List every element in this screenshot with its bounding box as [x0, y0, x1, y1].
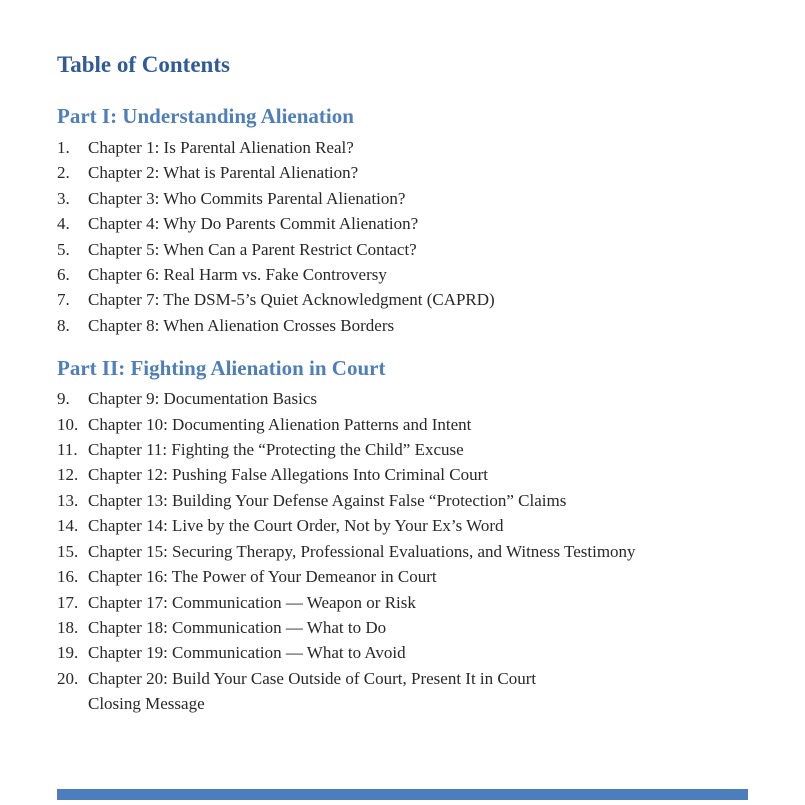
toc-item-number: 16. — [57, 567, 79, 587]
toc-item-chapter-20 — [57, 666, 748, 691]
toc-section-part-1 — [57, 104, 748, 338]
toc-item-number: 13. — [57, 490, 79, 510]
toc-item-label: Chapter 1: Is Parental Alienation Real? — [88, 138, 354, 157]
toc-item-label: Chapter 7: The DSM-5’s Quiet Acknowledgment (CAPRD) — [88, 290, 495, 310]
toc-item-label: Chapter 6: Real Harm vs. Fake Controversy — [88, 265, 387, 285]
next-page-edge-bar — [57, 789, 748, 800]
toc-item-number: 12. — [57, 465, 79, 485]
toc-item-number: 18. — [57, 617, 79, 637]
toc-item-label: Chapter 10: Documenting Alienation Patterns and Intent — [88, 414, 472, 434]
toc-item-number: 8. — [57, 315, 70, 335]
toc-item-label: Chapter 2: What is Parental Alienation? — [88, 163, 359, 183]
toc-item-number: 3. — [57, 188, 70, 208]
toc-item-label: Chapter 5: When Can a Parent Restrict Contact? — [88, 239, 417, 259]
toc-item-label: Chapter 17: Communication — Weapon or Risk — [88, 592, 416, 612]
toc-item-number: 9. — [57, 389, 70, 409]
toc-item-chapter-3 — [57, 186, 748, 211]
toc-item-label: Chapter 8: When Alienation Crosses Borders — [88, 315, 395, 335]
section-heading-part-1: Part I: Understanding Alienation — [57, 104, 354, 128]
toc-section-part-2 — [57, 356, 748, 716]
toc-item-chapter-2 — [57, 160, 748, 185]
toc-list-part-1 — [57, 135, 748, 338]
toc-item-chapter-12 — [57, 462, 748, 487]
toc-item-chapter-11 — [57, 437, 748, 462]
toc-item-chapter-7 — [57, 287, 748, 312]
toc-item-chapter-6 — [57, 262, 748, 287]
toc-item-chapter-1 — [57, 135, 748, 160]
toc-item-label: Chapter 13: Building Your Defense Against False “Protection” Claims — [88, 490, 567, 510]
toc-item-label: Chapter 4: Why Do Parents Commit Alienation? — [88, 214, 419, 234]
toc-item-chapter-19 — [57, 640, 748, 665]
toc-item-number: 11. — [57, 440, 78, 460]
toc-item-chapter-8 — [57, 313, 748, 338]
toc-item-chapter-4 — [57, 211, 748, 236]
toc-item-label: Closing Message — [88, 694, 205, 714]
toc-item-number: 1. — [57, 138, 70, 157]
toc-item-number: 4. — [57, 214, 70, 234]
toc-item-label: Chapter 19: Communication — What to Avoid — [88, 643, 406, 663]
toc-item-chapter-15 — [57, 539, 748, 564]
toc-item-number: 6. — [57, 265, 70, 285]
toc-item-number: 10. — [57, 414, 79, 434]
toc-item-number: 5. — [57, 239, 70, 259]
toc-item-label: Chapter 20: Build Your Case Outside of Court, Present It in Court — [88, 668, 537, 688]
toc-item-number: 14. — [57, 516, 79, 536]
toc-item-chapter-9 — [57, 386, 748, 411]
toc-item-label: Chapter 11: Fighting the “Protecting the Child” Excuse — [88, 440, 464, 460]
toc-item-closing-message — [57, 691, 748, 716]
toc-item-number: 20. — [57, 668, 79, 688]
toc-item-label: Chapter 18: Communication — What to Do — [88, 617, 387, 637]
toc-item-chapter-18 — [57, 615, 748, 640]
toc-item-chapter-17 — [57, 590, 748, 615]
toc-item-label: Chapter 14: Live by the Court Order, Not by Your Ex’s Word — [88, 516, 504, 536]
toc-item-number: 7. — [57, 290, 70, 310]
toc-item-label: Chapter 9: Documentation Basics — [88, 389, 317, 409]
toc-item-label: Chapter 16: The Power of Your Demeanor in Court — [88, 567, 437, 587]
page-title: Table of Contents — [57, 52, 230, 77]
toc-item-label: Chapter 15: Securing Therapy, Professional Evaluations, and Witness Testimony — [88, 541, 636, 561]
toc-item-chapter-13 — [57, 488, 748, 513]
toc-list-part-2 — [57, 386, 748, 716]
section-heading-part-2: Part II: Fighting Alienation in Court — [57, 356, 386, 381]
toc-item-number: 15. — [57, 541, 79, 561]
toc-item-label: Chapter 3: Who Commits Parental Alienation? — [88, 188, 406, 208]
toc-item-chapter-5 — [57, 237, 748, 262]
toc-item-chapter-14 — [57, 513, 748, 538]
toc-item-chapter-10 — [57, 412, 748, 437]
toc-item-number: 19. — [57, 643, 79, 663]
toc-item-number: 17. — [57, 592, 79, 612]
toc-item-label: Chapter 12: Pushing False Allegations Into Criminal Court — [88, 465, 488, 485]
toc-item-number: 2. — [57, 163, 70, 183]
toc-item-chapter-16 — [57, 564, 748, 589]
